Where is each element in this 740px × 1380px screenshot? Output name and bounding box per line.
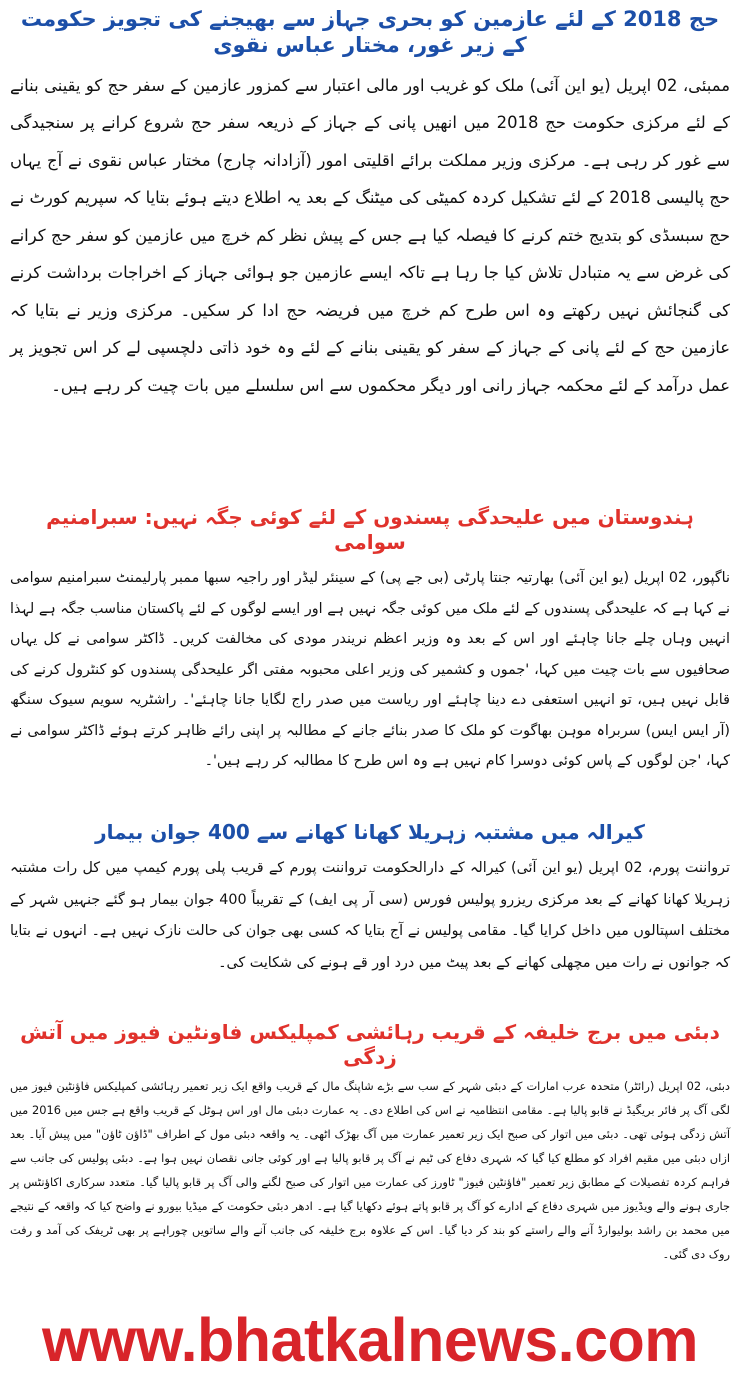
article-swamy — [10, 505, 730, 777]
body-swamy: ناگپور، 02 اپریل (یو این آئی) بھارتیہ جنتا پارٹی (بی جے پی) کے سینئر لیڈر اور راجیہ سبھا ممبر پارلیمنٹ سبرامنیم سوامی نے کہا ہے کہ علیحدگی پسندوں کے لئے ملک میں کوئی جگہ نہیں ہے اور ایسے لوگوں کے لئے پاکستان مناسب جگہ ہے لہذا انہیں وہاں چلے جانا چاہئے اور اس کے بعد وہ وزیر اعظم نریندر مودی کی مخالفت کریں۔ ڈاکٹر سوامی نے کل یہاں صحافیوں سے بات چیت میں کہا، 'جموں و کشمیر کی وزیر اعلی محبوبہ مفتی اگر علیحدگی پسندوں کو کنٹرول کرنے کی قابل نہیں ہیں، تو انہیں استعفی دے دینا چاہئے اور ریاست میں صدر راج لگایا جانا چاہئے'۔ راشٹریہ سویم سیوک سنگھ (آر ایس ایس) سربراہ موہن بھاگوت کو ملک کا صدر بنائے جانے کے مطالبہ پر اپنی رائے ظاہر کرتے ہوئے ڈاکٹر سوامی نے کہا، 'جن لوگوں کے پاس کوئی دوسرا کام نہیں ہے وہ اس طرح کا مطالبہ کر رہے ہیں'۔ — [10, 570, 730, 769]
site-url-footer: www.bhatkalnews.com — [41, 1306, 699, 1374]
headline-kerala: کیرالہ میں مشتبہ زہریلا کھانا کھانے سے 400 جوان بیمار — [95, 820, 645, 844]
body-kerala: ترواننت پورم، 02 اپریل (یو این آئی) کیرالہ کے دارالحکومت ترواننت پورم کے قریب پلی پورم کیمپ میں کل رات مشتبہ زہریلا کھانا کھانے کے بعد مرکزی ریزرو پولیس فورس (سی آر پی ایف) کے تقریباً 400 جوان بیمار ہو گئے جنہیں شہر کے مختلف اسپتالوں میں داخل کرایا گیا۔ مقامی پولیس نے آج بتایا کہ کسی بھی جوان کی حالت نازک نہیں ہے۔ انہوں نے بتایا کہ جوانوں نے رات میں مچھلی کھانے کے بعد پیٹ میں درد اور قے ہونے کی شکایت کی۔ — [10, 860, 731, 971]
article-kerala — [10, 820, 730, 979]
headline-dubai-fire: دبئی میں برج خلیفہ کے قریب رہائشی کمپلیکس فاونٹین فیوز میں آتش زدگی — [20, 1020, 720, 1069]
headline-hajj-ship: حج 2018 کے لئے عازمین کو بحری جہاز سے بھیجنے کی تجویز حکومت کے زیر غور، مختار عباس نقوی — [20, 7, 720, 58]
body-hajj-ship: ممبئی، 02 اپریل (یو این آئی) ملک کو غریب اور مالی اعتبار سے کمزور عازمین کے سفر حج کو یقینی بنانے کے لئے مرکزی حکومت حج 2018 میں انھیں پانی کے جہاز کے ذریعہ سفر حج شروع کرانے پر سنجیدگی سے غور کر رہی ہے۔ مرکزی وزیر مملکت برائے اقلیتی امور (آزادانہ چارج) مختار عباس نقوی نے آج یہاں حج پالیسی 2018 کے لئے تشکیل کردہ کمیٹی کی میٹنگ کے بعد یہ اطلاع دیتے ہوئے بتایا کہ سپریم کورٹ نے حج سبسڈی کو بتدیج ختم کرنے کا فیصلہ کیا ہے جس کے پیش نظر کم خرچ میں عازمین کو سفر حج کرانے کی غرض سے یہ متبادل تلاش کیا جا رہا ہے تاکہ ایسے عازمین جو ہوائی جہاز کے اخراجات برداشت کرنے کی گنجائش نہیں رکھتے وہ اس طرح کم خرچ میں فریضہ حج ادا کر سکیں۔ مرکزی وزیر نے بتایا کہ عازمین حج کے لئے پانی کے جہاز کے سفر کو یقینی بنانے کے لئے وہ خود ذاتی دلچسپی لے کر اس تجویز پر عمل درآمد کے لئے محکمہ جہاز رانی اور دیگر محکموں سے اس سلسلے میں بات چیت کر رہے ہیں۔ — [10, 75, 730, 395]
headline-swamy: ہندوستان میں علیحدگی پسندوں کے لئے کوئی جگہ نہیں: سبرامنیم سوامی — [46, 505, 694, 554]
article-hajj-ship — [10, 4, 730, 404]
article-dubai-fire — [10, 1020, 730, 1266]
body-dubai-fire: دبئی، 02 اپریل (رائٹر) متحدہ عرب امارات کے دبئی شہر کے سب سے بڑے شاپنگ مال کے قریب واقع ایک زیر تعمیر رہائشی کمپلیکس فاؤنٹین فیوز میں لگی آگ پر فائر بریگیڈ نے قابو پالیا ہے۔ مقامی انتظامیہ نے اس کی اطلاع دی۔ یہ عمارت دبئی مال اور اس ہوٹل کے قریب واقع ہے جس میں 2016 میں آتش زدگی ہوئی تھی۔ دبئی میں اتوار کی صبح ایک زیر تعمیر عمارت میں آگ بھڑک اٹھی۔ یہ واقعہ دبئی مول کے اطراف "ڈاؤن ٹاؤن" میں پیش آیا۔ بعد ازاں دبئی میں مقیم افراد کو مطلع کیا گیا کہ شہری دفاع کی ٹیم نے آگ پر قابو پالیا ہے اور کوئی جانی نقصان نہیں ہوا ہے۔ دبئی پولیس کی جانب سے فراہم کردہ تفصیلات کے مطابق زیر تعمیر "فاؤنٹین فیوز" ٹاورز کی عمارت میں اتوار کی صبح لگنے والی آگ پر قابو پالیا گیا۔ متعدد سرکاری اکاؤنٹس پر جاری ہونے والے ویڈیوز میں شہری دفاع کے ادارے کو آگ پر قابو پاتے ہوئے دکھایا گیا ہے۔ ادھر دبئی حکومت کے میڈیا بیورو نے واضح کیا کہ واقعہ کے نتیجے میں محمد بن راشد بولیوارڈ آنے والے راستے کو بند کر دیا گیا۔ اس کے علاوہ برج خلیفہ کی جانب آنے والے ساتویں چوراہے پر بھی ٹریفک کی آمد و رفت روک دی گئی۔ — [10, 1079, 730, 1261]
